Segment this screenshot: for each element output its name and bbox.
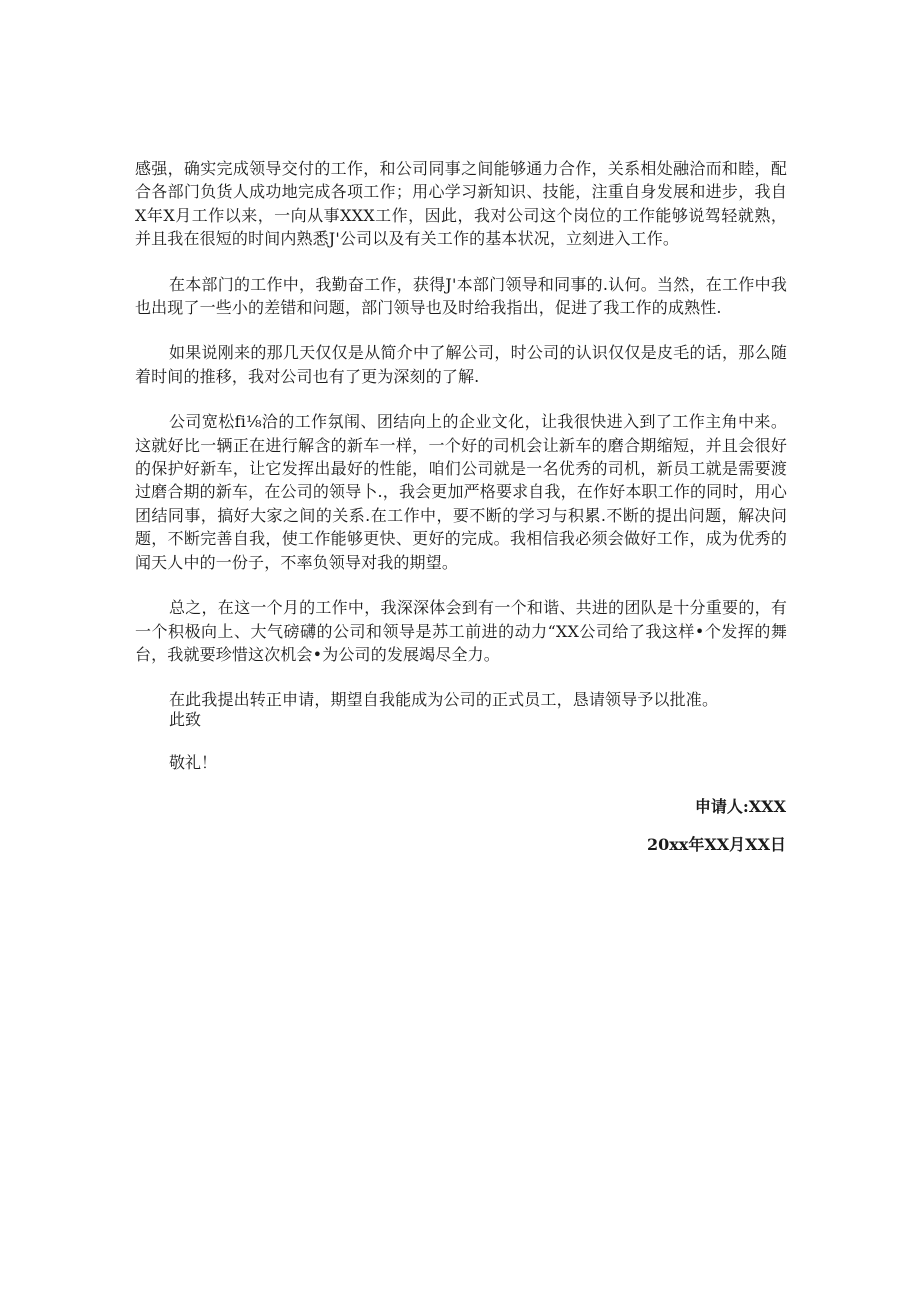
paragraph-2: 在本部门的工作中，我勤奋工作，获得J'本部门领导和同事的.认何。当然，在工作中我也出现了一些小的差错和问题，部门领导也及时给我指出，促进了我工作的成熟性. xyxy=(135,274,787,318)
paragraph-3: 如果说刚来的那几天仅仅是从简介中了解公司，时公司的认识仅仅是皮毛的话，那么随着时间的推移，我对公司也有了更为深刻的了解. xyxy=(135,343,787,386)
paragraph-1: 感强，确实完成领导交付的工作，和公司同事之间能够通力合作，关系相处融洽而和睦，配合各部门负货人成功地完成各项工作；用心学习新知识、技能，注重自身发展和进步，我自X年X月工作以来，一向从事XXX工作，因此，我对公司这个岗位的工作能够说驾轻就熟，并且我在很短的时间内熟悉J'公司以及有关工作的基本状况，立刻进入工作。 xyxy=(135,159,787,249)
paragraph-4: 公司宽松fi⅛洽的工作氛闱、团结向上的企业文化，让我很快进入到了工作主角中来。这就好比一辆正在进行解含的新车一样，一个好的司机会让新车的磨合期缩短，并且会很好的保护好新车，让它发挥出最好的性能，咱们公司就是一名优秀的司机，新员工就是需要渡过磨合期的新车，在公司的领导卜.，我会更加严格要求自我，在作好本职工作的同时，用心团结同事，搞好大家之间的关系.在工作中，要不断的学习与积累.不断的提出问题，解决问题，不断完善自我，使工作能够更快、更好的完成。我相信我必须会做好工作，成为优秀的闻天人中的一份子，不率负领导对我的期望。 xyxy=(135,412,787,572)
closing-phrase: 此致 xyxy=(169,710,202,729)
applicant-signature: 申请人:XXX xyxy=(694,797,786,816)
paragraph-5: 总之，在这一个月的工作中，我深深体会到有一个和谐、共进的团队是十分重要的，有一个积极向上、大气磅礴的公司和领导是苏工前进的动力“XX公司给了我这样•个发挥的舞台，我就要珍惜这次机会•为公司的发展竭尽全力。 xyxy=(135,598,787,664)
letter-body xyxy=(135,157,787,734)
letter-date: 20xx年XX月XX日 xyxy=(646,835,786,854)
regards-phrase: 敬礼！ xyxy=(169,753,218,772)
paragraph-6: 在此我提出转正申请，期望自我能成为公司的正式员工，恳请领导予以批准。 xyxy=(169,690,719,710)
